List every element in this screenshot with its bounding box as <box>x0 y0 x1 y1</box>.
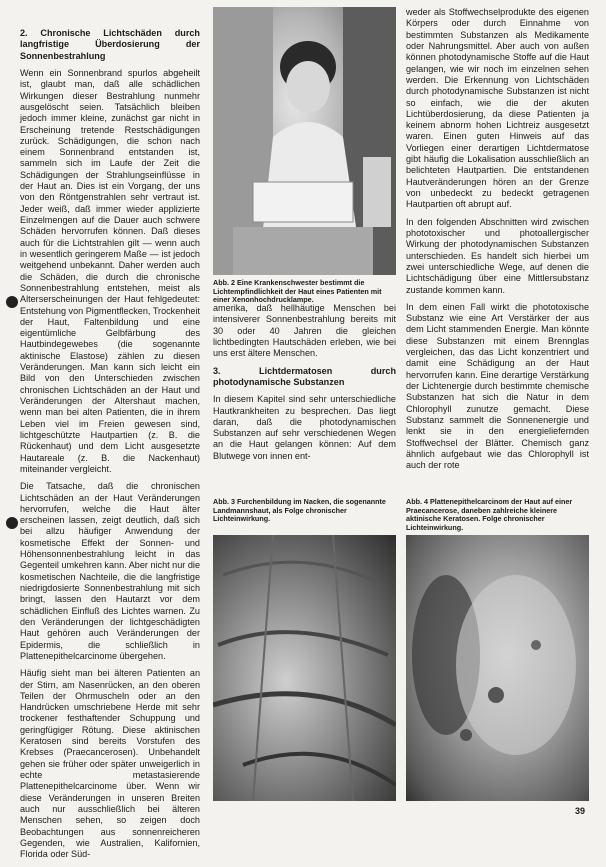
nurse-photo-drawing <box>213 7 396 275</box>
punch-hole <box>6 296 18 308</box>
column-3-paragraph-2: In den folgenden Abschnitten wird zwischen phototoxischer und photoallergischer Wirkung der photodynamischen Substanzen unterschieden. Es handelt sich hierbei um zwei unterschiedliche Wege, auf denen die Lichtschädigung über eine Mittlersubstanz zustande kommen kann. <box>406 216 589 295</box>
nurse-photo <box>213 7 396 275</box>
section-2-paragraph-2: Die Tatsache, daß die chronischen Lichtschäden an der Haut Veränderungen hervorrufen, welche die Haut älter erscheinen lassen, zeigt deutlich, daß sich bei allzu häufiger Anwendung der kosmetische Effekt der Sonnen- und Höhensonnenbestrahlung leicht in das Gegenteil umkehren kann. Aber nicht nur die kosmetischen Nachteile, die die langfristige niedrigdosierte Sonnenbestrahlung mit sich bringt, lassen den Hautarzt vor dem schädlichen Einfluß des Lichtes warnen. Zu den Veränderungen der lichtgeschädigten Haut gehören auch Veränderungen der Epidermis, die schließlich in Plattenepithelcarcinome übergehen. <box>20 481 200 661</box>
section-3-paragraph: In diesem Kapitel sind sehr unterschiedliche Hautkrankheiten zu besprechen. Das liegt daran, daß die photodynamischen Substanzen auf sehr verschiedenen Wegen an die Haut gelangen können: Auf dem Blutwege von innen ent- <box>213 394 396 461</box>
punch-hole <box>6 517 18 529</box>
column-3 <box>406 7 589 478</box>
face-skin-drawing <box>406 535 589 801</box>
section-2-paragraph-3: Häufig sieht man bei älteren Patienten an der Stirn, am Nasenrücken, an den oberen Teilen der Ohrmuscheln oder an den Handrücken umschriebene Herde mit sehr trockener festhaftender Schuppung und geringfügiger Rötung. Diese aktinischen Keratosen sind bereits Vorstufen des Krebses (Praecancerosen). Unbehandelt gehen sie früher oder später unweigerlich in echte metastasierende Plattenepithelcarcinome über. Wenn wir diese Veränderungen in unseren Breiten auch nur ausschließlich bei älteren Menschen sehen, so zeigen doch Beobachtungen aus sonnenreicheren Gegenden, wie Australien, Kalifornien, Florida oder Süd- <box>20 668 200 860</box>
section-2-paragraph-1: Wenn ein Sonnenbrand spurlos abgeheilt ist, glaubt man, daß alle schädlichen Wirkungen dieser Bestrahlung nunmehr ausgelöscht seien. Tatsächlich bleiben jedoch immer kleine, zunächst gar nicht in Erscheinung tretende Restschädigungen zurück. Schädigungen, die schon nach einem Sonnenbrand entstanden ist, sammeln sich im Laufe der Zeit die Schädigungen der Strahlungseinflüsse in der Haut an. Dies ist ein Vorgang, der uns von den Röntgenstrahlen sehr vertraut ist. Jeder weiß, daß immer wieder applizierte Einzelmengen auf die Dauer auch schwere Schäden hervorrufen können. Daß dieses auch für die Lichtstrahlen gilt — wenn auch in wesentlich geringerem Maße — ist jedoch weitgehend unbekannt. Daher werden auch die Schäden, die durch die chronische Sonnenbestrahlung entstehen, meist als Alterserscheinungen der Haut fehlgedeutet: Entstehung von Pigmentflecken, Trockenheit der Haut, Faltenbildung und eine eigentümliche Gelbfärbung des Hautbindegewebes (die sogenannte aktinische Elastose) zählen zu diesen Veränderungen. Man kann sich leicht ein Bild von den Unterschieden zwischen chronischen Lichtschäden an der Haut und Veränderungen der Altershaut machen, wenn man bei alten Patienten, die in ihrem Leben viel im Freien gewesen sind, lichtgeschützte Hautpartien (z. B. die Rückenhaut) und dem Licht ausgesetzte Hautareale (z. B. die Nackenhaut) miteinander vergleicht. <box>20 67 200 474</box>
column-3-paragraph-1: weder als Stoffwechselprodukte des eigenen Körpers oder durch Einnahme von bestimmten Substanzen als Medikamente oder Nahrungsmittel. Aber auch von außen können photodynamische Stoffe auf die Haut gelangen, wie wir noch im einzelnen sehen werden. Die Erkennung von Lichtschäden durch photodynamische Substanzen ist nicht so einfach, wie die der akuten Lichtüberdosierung, da diese Patienten ja keinem abnorm hohen Lichtreiz ausgesetzt waren. Einen guten Hinweis auf das Vorliegen einer derartigen Lichtdermatose gibt häufig die Lokalisation ausschließlich an belichteten Hautpartien. Die entstandenen Hautveränderungen hören an der Grenze von unbedeckt zu bedeckt getragenen Hautpartien oft abrupt auf. <box>406 7 589 210</box>
caption-abb2: Abb. 2 Eine Krankenschwester bestimmt die Lichtempfindlichkeit der Haut eines Patienten mit einer Xenonhochdrucklampe. <box>213 278 382 305</box>
neck-skin-drawing <box>213 535 396 801</box>
page-number: 39 <box>575 806 586 816</box>
section-3-heading: 3. Lichtdermatosen durch photodynamische Substanzen <box>213 365 396 387</box>
column-1 <box>20 28 200 867</box>
section-2-heading: 2. Chronische Lichtschäden durch langfristige Überdosierung der Sonnenbestrahlung <box>20 28 200 61</box>
face-skin-photo <box>406 535 589 801</box>
caption-abb4: Abb. 4 Plattenepithelcarcinom der Haut auf einer Praecancerose, daneben zahlreiche kleinere aktinische Keratosen. Folge chronischer Lichteinwirkung. <box>406 497 573 532</box>
neck-skin-photo <box>213 535 396 801</box>
column-2-paragraph: amerika, daß hellhäutige Menschen bei intensiverer Sonnenbestrahlung bereits mit 30 oder 40 Jahren die gleichen lichtbedingten Hautschäden erleben, wie bei uns erst ältere Menschen. <box>213 303 396 359</box>
column-3-paragraph-3: In dem einen Fall wirkt die phototoxische Substanz wie eine Art Verstärker der aus dem Licht stammenden Energie. Man könnte diese Substanzen mit einem Brennglas vergleichen, das das Licht konzentriert und damit eine Schädigung an der Haut hervorrufen kann. Eine derartige Verstärkung der Lichtenergie durch bestimmte chemische Substanzen hat sich die Natur in dem Chlorophyll zunutze gemacht. Diese Substanz sammelt die Sonnenenergie und lenkt sie in den energieliefernden Stoffwechsel der Blätter. Chemisch ganz ähnlich aufgebaut wie das Chlorophyll ist auch der rote <box>406 301 589 471</box>
column-2 <box>213 303 396 468</box>
caption-abb3: Abb. 3 Furchenbildung im Nacken, die sogenannte Landmannshaut, als Folge chronischer Lichteinwirkung. <box>213 497 386 524</box>
